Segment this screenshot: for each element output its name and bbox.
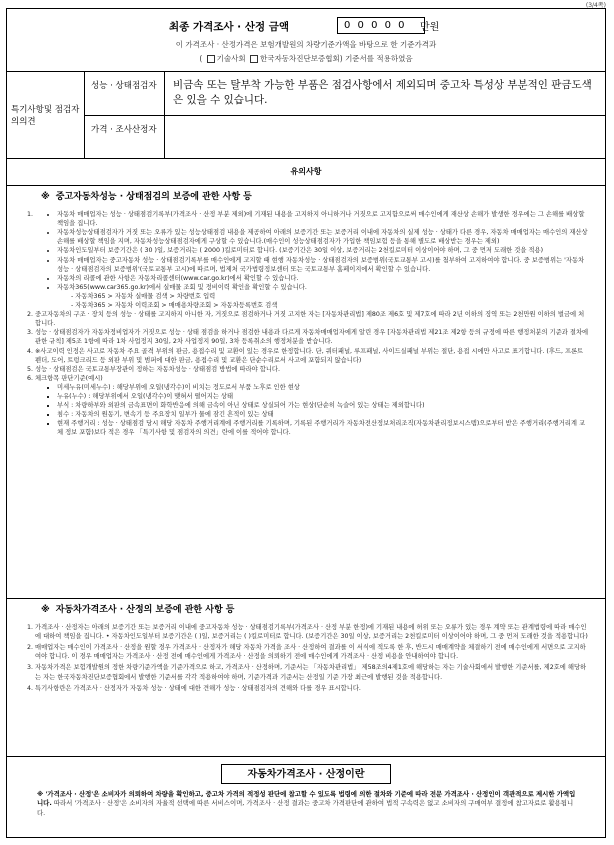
final-price-description: 이 가격조사 · 산정가격은 보험개발원의 차량기준가액을 바탕으로 한 기준가격과 bbox=[175, 40, 437, 49]
list-item: 3. 성능 · 상태점검자가 자동차정비업자가 거짓으로 성능 · 상태 점검을 하거나 점검한 내용과 다르게 자동차매매업자에게 알린 경우 [자동차관리법 제21조 제2항 등의 규정에 따른 행정처분의 기준과 절차에 관한 규칙] 제5조 1항에 따라 1차 사업정지 30일, 2차 사업정지 90일, 3차 등록취소의 행정처분을 받습니다. bbox=[35, 328, 589, 346]
final-price-section bbox=[7, 9, 605, 72]
criteria-label: 체크항목 판단기준(예시) bbox=[35, 374, 103, 382]
inspector-opinion[interactable]: 비금속 또는 탈부착 가능한 부품은 점검사항에서 제외되며 중고차 특성상 부분적인 판금도색은 있을 수 있습니다. bbox=[165, 72, 605, 116]
list-item: 2. 중고자동차의 구조 · 장치 등의 성능 · 상태를 고지하지 아니한 자, 거짓으로 점검하거나 거짓 고지한 자는 [자동차관리법] 제80조 제6호 및 제7호에 따라 2년 이하의 징역 또는 2천만원 이하의 벌금에 처합니다. bbox=[35, 310, 589, 328]
car365-path-1: - 자동차365 > 자동차 실매물 검색 > 차량번호 입력 bbox=[71, 292, 216, 300]
bullet bbox=[57, 283, 589, 310]
list-item: 2. 매매업자는 매수인이 가격조사 · 산정을 원할 경우 가격조사 · 산정자가 해당 자동차 가격을 조사 · 산정하여 결과를 이 서식에 적도록 한 후, 반드시 매매계약을 체결하기 전에 매수인에게 서면으로 고지하여야 합니다. 이 경우 매매업자는 가격조사 · 산정 전에 매수인에게 가격조사 · 산정을 의뢰하기 전에 매수인에게 가격조사 · 산정 비용을 안내하여야 합니다. bbox=[35, 643, 591, 661]
page-number: (3/4쪽) bbox=[585, 2, 606, 9]
inspection-warranty-section bbox=[7, 185, 605, 599]
list-item bbox=[35, 210, 589, 310]
bullet: ▪ 미세누유(미세누수) : 해당부위에 오일(냉각수)이 비치는 정도로서 부품 노후로 인한 현상 bbox=[57, 383, 589, 392]
bullet: ▪ 침수 : 자동차의 원동기, 변속기 등 주요장치 일부가 물에 잠긴 흔적이 있는 상태 bbox=[57, 410, 589, 419]
item1-bullets bbox=[35, 210, 589, 310]
final-price-value[interactable]: 0 0 0 0 0 bbox=[337, 17, 425, 34]
section1-list bbox=[7, 210, 605, 437]
opinion-label: 특기사항및 점검자의의견 bbox=[7, 72, 85, 158]
bullet: • 자동차인도일부터 보증기간은 ( 30 )일, 보증거리는 ( 2000 )킬로미터로 합니다. (보증기간은 30일 이상, 보증거리는 2천킬로미터 이상이어야 하며, 그 중 먼저 도래한 것을 적용) bbox=[57, 246, 589, 255]
list-item bbox=[35, 374, 589, 438]
bullet: ▪ 현재 주행거리 : 성능 · 상태점검 당시 해당 자동차 주행거리계에 주행거리를 기록하며, 기록된 주행거리가 자동차전산정보처리조직(자동차관리정보시스템)으로부터 받은 주행거리(주행거리계 교체 정보 포함)보다 적은 경우 「특기사항 및 점검자의 의견」란에 이를 적어야 합니다. bbox=[57, 419, 589, 437]
options-tail: 기준서를 적용하였음 bbox=[345, 54, 413, 63]
final-price-title: 최종 가격조사 · 산정 금액 bbox=[169, 21, 290, 33]
definition-text-2: 따라서 '가격조사 · 산정'은 소비자의 자율적 선택에 따른 서비스이며, 가격조사 · 산정 결과는 중고차 가격판단에 관하여 법적 구속력은 없고 소비자의 구매여부 결정에 참고자료로 활용됩니다. bbox=[37, 799, 574, 817]
inspection-form bbox=[6, 8, 606, 838]
criteria-bullets bbox=[35, 383, 589, 438]
option-engineers-assoc: 기술사회 bbox=[216, 54, 246, 63]
appraiser-opinion[interactable] bbox=[165, 116, 605, 158]
checkbox-engineers-assoc[interactable] bbox=[207, 55, 215, 63]
opinion-section bbox=[7, 72, 605, 159]
list-item: 5. 성능 · 상태점검은 국토교통부장관이 정하는 자동차성능 · 상태점검 방법에 따라야 합니다. bbox=[35, 365, 589, 374]
bullet: • 자동차의 리콜에 관한 사항은 자동차리콜센터(www.car.go.kr)에서 확인할 수 있습니다. bbox=[57, 274, 589, 283]
option-diagnosis-assoc: 한국자동차진단보증협회) bbox=[260, 54, 343, 63]
reference-mark-icon: ※ bbox=[41, 192, 50, 202]
section1-title: 중고자동차성능 · 상태점검의 보증에 관한 사항 등 bbox=[55, 192, 252, 202]
bullet: ▪ 누유(누수) : 해당부위에서 오일(냉각수)이 맺혀서 떨어지는 상태 bbox=[57, 392, 589, 401]
definition-text-1: ※ '가격조사 · 산정'은 소비자가 의뢰하여 차량을 확인하고, 중고차 가격의 적정성 판단에 참고할 수 있도록 법령에 의한 절차와 기준에 따라 전문 가격조사 · 산정인이 객관적으로 제시한 가액입니다. bbox=[37, 790, 576, 808]
appraiser-label: 가격 · 조사산정자 bbox=[85, 116, 165, 158]
list-item: 3. 자동차가격은 보험개발원의 정한 차량기준가액을 기준가격으로 하고, 가격조사 · 산정하며, 기준서는 「자동차관리법」 제58조의4제1호에 해당하는 자는 기술사회에서 발행한 기준서를, 제2호에 해당하는 자는 한국자동차진단보증협회에서 발행한 기준서를 각각 적용하여야 하며, 기준가격과 기준서는 산정일 기준 가장 최근에 발행된 것을 적용합니다. bbox=[35, 663, 591, 681]
bullet: • 1. 자동차 매매업자는 성능 · 상태점검기록부(가격조사 · 산정 부분 제외)에 기재된 내용을 고지하지 아니하거나 거짓으로 고지함으로써 매수인에게 재산상 손해가 발생한 경우에는 그 손해를 배상할 책임을 집니다. bbox=[57, 210, 589, 228]
bullet: • 자동차 매매업자는 중고자동차 성능 · 상태점검기록부를 매수인에게 고지할 때 현행 자동차성능 · 상태점검자의 보증범위(국토교통부 고시)를 첨부하여 고지하여야 합니다. 중 보증범위는 '자동차성능 · 상태점검자의 보증범위'(국토교통부 고시)에 따르며, 법제처 국가법령정보센터 또는 국토교통부 홈페이지에서 확인할 수 있습니다. bbox=[57, 256, 589, 274]
bullet: • 자동차성능상태점검자가 거짓 또는 오류가 있는 성능상태점검 내용을 제공하여 아래의 보증기간 또는 보증거리 이내에 자동차의 실제 성능 · 상태가 다른 경우, 자동차 매매업자는 매수인의 재산상 손해를 배상할 책임을 지며, 자동차성능상태점검자에게 구상할 수 있습니다.(매수인이 성능상태점검자가 가입한 책임보험 등을 통해 별도로 배상받는 경우는 제외) bbox=[57, 228, 589, 246]
price-unit: 만원 bbox=[420, 22, 440, 33]
section2-list bbox=[7, 623, 605, 693]
options-open: ( bbox=[199, 54, 203, 63]
reference-mark-icon: ※ bbox=[41, 605, 50, 615]
section2-title: 자동차가격조사 · 산정의 보증에 관한 사항 등 bbox=[55, 605, 235, 615]
list-item: 1. 가격조사 · 산정자는 아래의 보증기간 또는 보증거리 이내에 중고자동차 성능 · 상태점검기록부(가격조사 · 산정 부분 한정)에 기재된 내용에 허위 또는 오류가 있는 경우 계약 또는 관계법령에 따라 매수인에 대하여 책임을 집니다. • 자동차인도일부터 보증기간은 ( )일, 보증거리는 ( )킬로미터로 합니다. (보증기간은 30일 이상, 보증거리는 2천킬로미터 이상이어야 하며, 그 중 먼저 도래한 것을 적용합니다) bbox=[35, 623, 591, 641]
definition-title: 자동차가격조사 · 산정이란 bbox=[221, 764, 391, 784]
standard-options bbox=[7, 53, 605, 64]
car365-text: 자동차365(www.car365.go.kr)에서 실매물 조회 및 정비이력 확인을 확인할 수 있습니다. bbox=[57, 283, 307, 291]
list-item: 4. ※사고이력 인정은 사고로 자동차 주요 골격 부위의 판금, 용접수리 및 교환이 있는 경우로 한정합니다. 단, 쿼터패널, 루프패널, 사이드실패널 부위는 절단, 용접 시에만 사고로 표기합니다. (후드, 프론트펜더, 도어, 트렁크리드 등 외판 부위 및 범퍼에 대한 판금, 용접수리 및 교환은 단순수리로서 사고에 포함되지 않습니다) bbox=[35, 347, 589, 365]
bullet: ▪ 부식 : 차량하부와 외판의 금속표면이 화학반응에 의해 금속이 아닌 상태로 상실되어 가는 현상(단순히 녹슬어 있는 상태는 제외합니다) bbox=[57, 401, 589, 410]
definition-body bbox=[37, 790, 577, 818]
appraisal-warranty-section bbox=[7, 598, 605, 757]
list-item: 4. 특기사항란은 가격조사 · 산정자가 자동차 성능 · 상태에 대한 견해가 성능 · 상태점검자의 견해와 다를 경우 표시합니다. bbox=[35, 684, 591, 693]
car365-path-2: - 자동차365 > 자동차 이력조회 > 매매용차량조회 > 자동차등록번호 검색 bbox=[71, 302, 278, 310]
inspector-label: 성능 · 상태점검자 bbox=[85, 72, 165, 116]
appraisal-definition-section bbox=[7, 756, 605, 837]
notice-title: 유의사항 bbox=[7, 158, 605, 186]
checkbox-diagnosis-assoc[interactable] bbox=[250, 55, 258, 63]
